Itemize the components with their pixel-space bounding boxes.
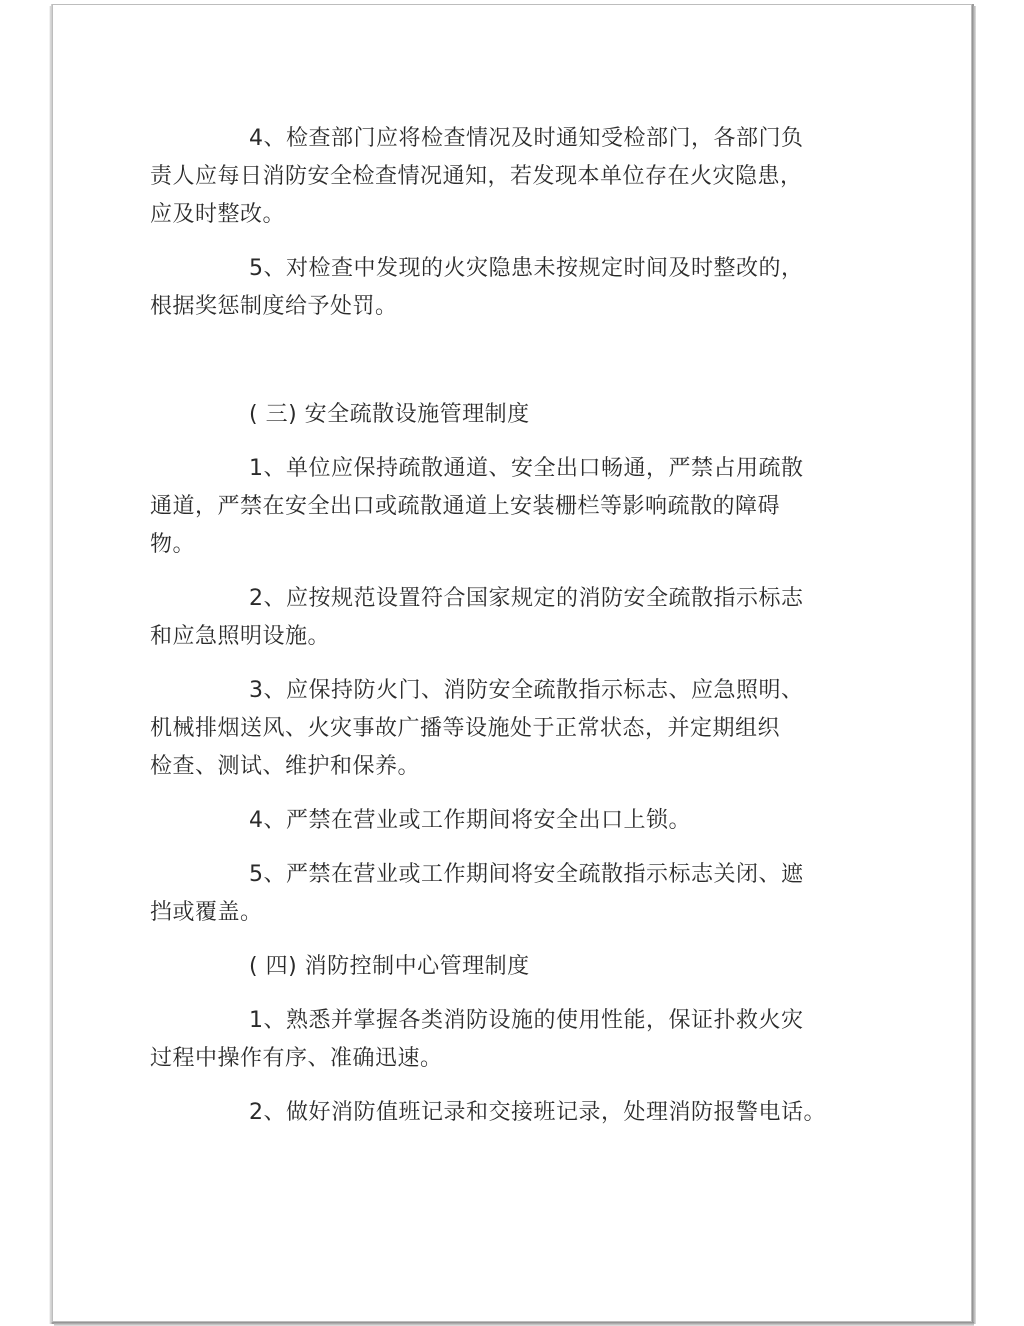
text-line: 应及时整改。 bbox=[150, 202, 286, 227]
text-line: 1、熟悉并掌握各类消防设施的使用性能，保证扑救火灾 bbox=[249, 1008, 804, 1033]
text-line: 物。 bbox=[150, 532, 196, 557]
text-line: 5、严禁在营业或工作期间将安全疏散指示标志关闭、遮 bbox=[249, 862, 804, 887]
text-line: 4、检查部门应将检查情况及时通知受检部门，各部门负 bbox=[249, 126, 804, 151]
text-line: 责人应每日消防安全检查情况通知，若发现本单位存在火灾隐患， bbox=[150, 164, 803, 189]
text-line: 2、应按规范设置符合国家规定的消防安全疏散指示标志 bbox=[249, 586, 804, 611]
page-shadow-bottom bbox=[54, 1322, 974, 1326]
text-line: 机械排烟送风、火灾事故广播等设施处于正常状态，并定期组织 bbox=[150, 716, 781, 741]
text-line: 和应急照明设施。 bbox=[150, 624, 331, 649]
text-line: 2、做好消防值班记录和交接班记录，处理消防报警电话。 bbox=[249, 1100, 826, 1125]
text-line: 1、单位应保持疏散通道、安全出口畅通，严禁占用疏散 bbox=[249, 456, 804, 481]
section-heading: ( 四) 消防控制中心管理制度 bbox=[249, 954, 530, 979]
text-line: 检查、测试、维护和保养。 bbox=[150, 754, 421, 779]
text-line: 4、严禁在营业或工作期间将安全出口上锁。 bbox=[249, 808, 691, 833]
text-line: 挡或覆盖。 bbox=[150, 900, 263, 925]
text-line: 根据奖惩制度给予处罚。 bbox=[150, 294, 398, 319]
text-line: 3、应保持防火门、消防安全疏散指示标志、应急照明、 bbox=[249, 678, 804, 703]
page-shadow-right bbox=[972, 6, 976, 1324]
text-line: 5、对检查中发现的火灾隐患未按规定时间及时整改的， bbox=[249, 256, 804, 281]
section-heading: ( 三) 安全疏散设施管理制度 bbox=[249, 402, 530, 427]
text-line: 过程中操作有序、准确迅速。 bbox=[150, 1046, 443, 1071]
text-line: 通道，严禁在安全出口或疏散通道上安装栅栏等影响疏散的障碍 bbox=[150, 494, 781, 519]
